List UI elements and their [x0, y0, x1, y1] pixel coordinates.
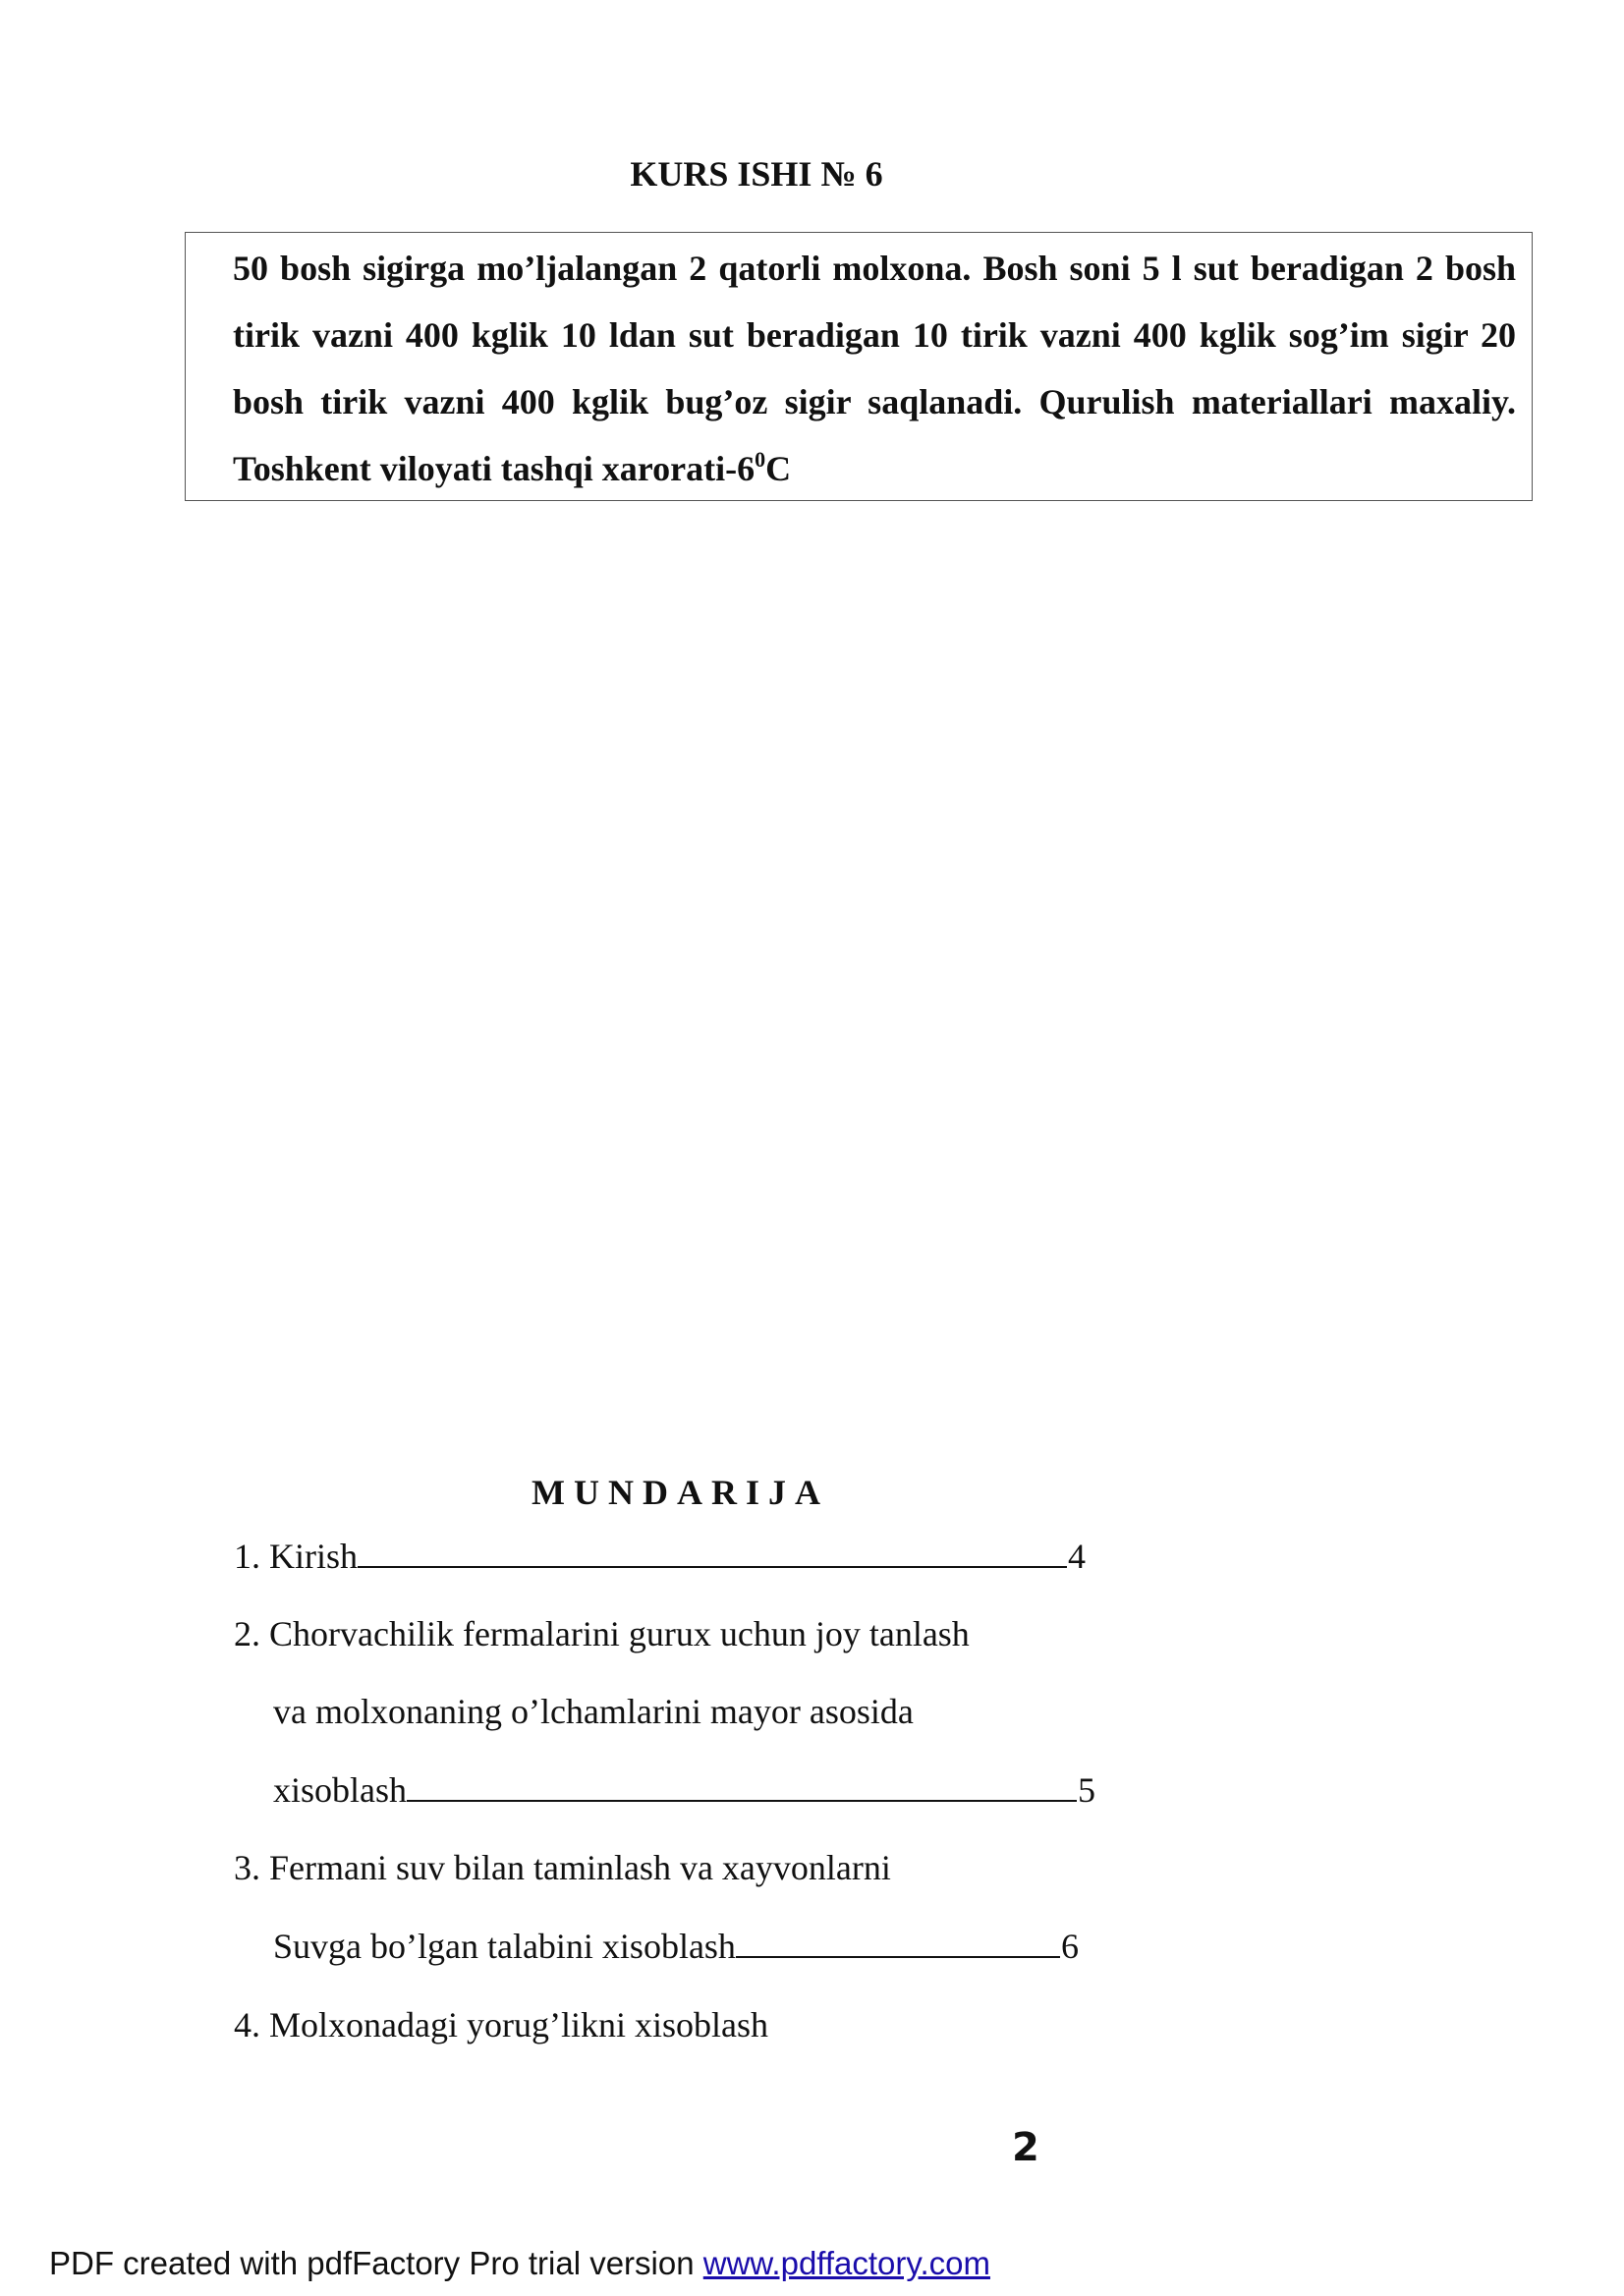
task-description: [233, 235, 1516, 502]
task-main-text: 50 bosh sigirga mo’ljalangan 2 qatorli molxona. Bosh soni 5 l sut beradigan 2 bosh tirik vazni 400 kglik 10 ldan sut beradigan 10 tirik vazni 400 kglik sog’im sigir 20 bosh tirik vazni 400 kglik bug’oz sigir saqlanadi. Qurulish materiallari maxaliy. Toshkent viloyati tashqi xarorati-6: [233, 249, 1516, 488]
toc-item-page: 5: [1078, 1770, 1096, 1810]
pdf-footer: [49, 2244, 990, 2283]
toc-item-label: 4. Molxonadagi yorug’likni xisoblash: [234, 2005, 768, 2044]
footer-text: PDF created with pdfFactory Pro trial version: [49, 2245, 703, 2281]
task-box: [185, 232, 1533, 501]
toc-item: [234, 1612, 970, 1655]
toc-item-continuation: [273, 1768, 1095, 1812]
toc-item-label: 1. Kirish: [234, 1537, 358, 1576]
toc-leader: [407, 1770, 1077, 1802]
toc-leader: [358, 1537, 1067, 1568]
course-title: KURS ISHI № 6: [630, 154, 883, 194]
toc-item-label: 2. Chorvachilik fermalarini gurux uchun joy tanlash: [234, 1614, 970, 1653]
toc-item: [234, 1846, 891, 1889]
toc-item: [234, 2003, 768, 2046]
toc-item-continuation: [273, 1925, 1079, 1968]
toc-leader: [736, 1927, 1060, 1958]
toc-item-page: 4: [1068, 1537, 1086, 1576]
toc-item-page: 6: [1060, 1927, 1079, 1966]
toc-item-label: 3. Fermani suv bilan taminlash va xayvonlarni: [234, 1848, 891, 1887]
degree-superscript: 0: [755, 447, 766, 472]
toc-heading: MUNDARIJA: [532, 1473, 829, 1512]
toc-item-continuation: [273, 1690, 914, 1733]
toc-item-label: xisoblash: [273, 1770, 408, 1810]
toc-item-label: Suvga bo’lgan talabini xisoblash: [273, 1927, 736, 1966]
footer-link[interactable]: www.pdffactory.com: [702, 2245, 990, 2281]
temperature-unit: C: [765, 449, 792, 488]
toc-item-label: va molxonaning o’lchamlarini mayor asosida: [273, 1692, 914, 1731]
page-number: 2: [1012, 2125, 1039, 2170]
toc-item: [234, 1535, 1086, 1578]
